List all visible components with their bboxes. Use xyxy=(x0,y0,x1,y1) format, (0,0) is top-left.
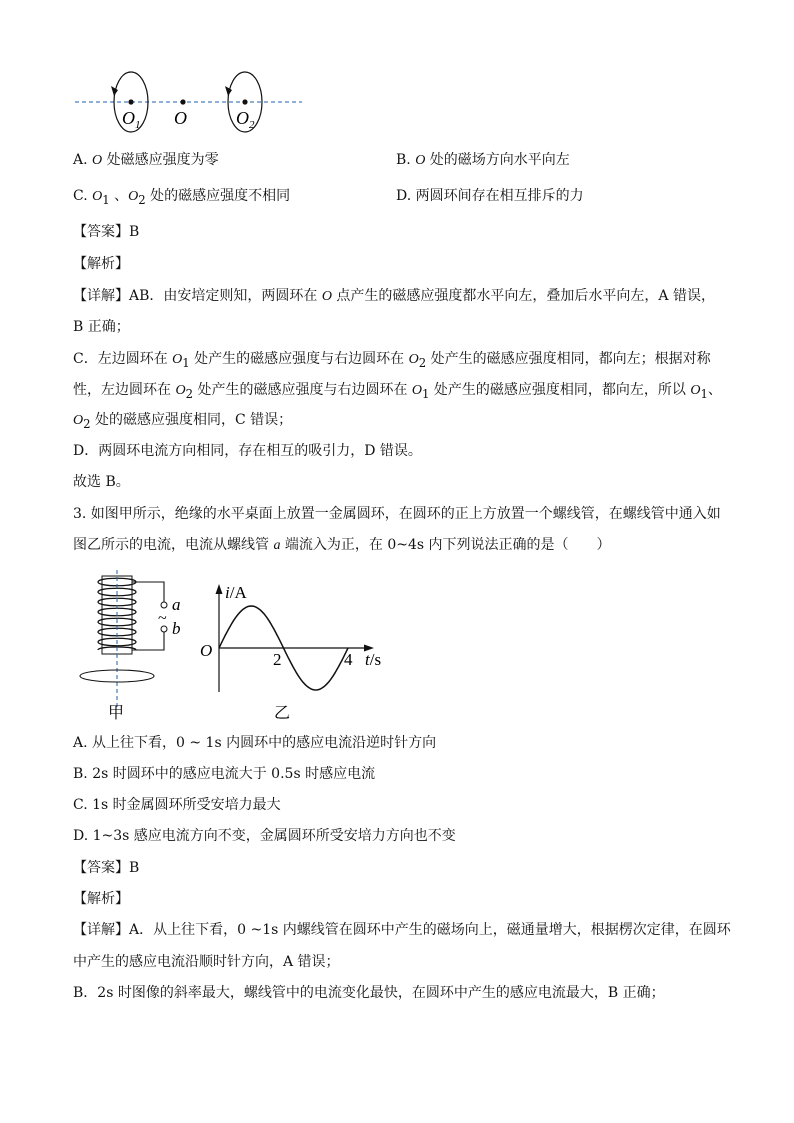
point-o xyxy=(180,99,185,104)
q2-analysis-heading: 【解析】 xyxy=(73,256,129,272)
terminal-a-label: a xyxy=(172,595,181,614)
lead-wire-bottom xyxy=(132,632,164,650)
q2-analysis-line-5: $O_2$ 处的磁感应强度相同，C 错误； xyxy=(73,412,293,431)
terminal-b-label: b xyxy=(172,619,181,638)
terminal-a xyxy=(161,602,167,608)
q2-option-b[interactable]: B. O 处的磁场方向水平向左 xyxy=(396,152,570,168)
figure-yi-caption: 乙 xyxy=(274,705,291,722)
x-tick-2: 2 xyxy=(273,650,282,669)
q3-option-b[interactable]: B. 2s 时圆环中的感应电流大于 0.5s 时感应电流 xyxy=(73,766,376,782)
q3-option-a[interactable]: A. 从上往下看，0 ~ 1s 内圆环中的感应电流沿逆时针方向 xyxy=(73,735,437,751)
q2-analysis-line-7: 故选 B。 xyxy=(73,474,130,490)
q2-analysis-line-1: 【详解】AB．由安培定则知，两圆环在 O 点产生的磁感应强度都水平向左，叠加后水平向左，A 错误， xyxy=(73,288,715,304)
y-axis-label: i/A xyxy=(225,583,247,602)
origin-label: O xyxy=(200,641,213,660)
two-rings-figure xyxy=(70,66,310,136)
y-axis-arrow xyxy=(216,584,223,594)
ac-source-symbol: ~ xyxy=(158,610,167,627)
label-o: O xyxy=(174,108,187,128)
figure-jia-caption: 甲 xyxy=(108,705,125,722)
q2-analysis-line-2: B 正确； xyxy=(73,319,130,335)
q2-analysis-line-4: 性，左边圆环在 $O_2$ 处产生的磁感应强度与右边圆环在 $O_1$ 处产生的磁感应强度相同，都向左，所以 $O_1$、 xyxy=(73,382,722,401)
label-o1: $O_1$ xyxy=(122,108,141,131)
q2-analysis-line-3: C．左边圆环在 $O_1$ 处产生的磁感应强度与右边圆环在 $O_2$ 处产生的磁感应强度相同，都向左；根据对称 xyxy=(73,351,711,370)
q2-option-d[interactable]: D. 两圆环间存在相互排斥的力 xyxy=(396,188,584,204)
q2-option-a[interactable]: A. O 处磁感应强度为零 xyxy=(73,152,219,168)
ring-right-arrow xyxy=(225,86,232,96)
q3-option-c[interactable]: C. 1s 时金属圆环所受安培力最大 xyxy=(73,797,281,813)
lead-wire-top xyxy=(132,582,164,602)
q3-stem-line-1: 3. 如图甲所示，绝缘的水平桌面上放置一金属圆环，在圆环的正上方放置一个螺线管，在螺线管中通入如 xyxy=(73,506,721,522)
point-o2 xyxy=(242,99,247,104)
x-tick-4: 4 xyxy=(344,650,353,669)
label-o2: $O_2$ xyxy=(236,108,255,131)
point-o1 xyxy=(128,99,133,104)
q2-option-c[interactable]: C. $O_1$ 、$O_2$ 处的磁感应强度不相同 xyxy=(73,188,291,207)
q3-analysis-line-2: 中产生的感应电流沿顺时针方向，A 错误； xyxy=(73,954,340,970)
x-axis-label: t/s xyxy=(365,650,382,669)
q3-stem-line-2: 图乙所示的电流，电流从螺线管 a 端流入为正，在 0~4s 内下列说法正确的是（ ） xyxy=(73,537,611,553)
q3-option-d[interactable]: D. 1~3s 感应电流方向不变，金属圆环所受安培力方向也不变 xyxy=(73,828,456,844)
q3-answer: 【答案】B xyxy=(73,860,140,876)
solenoid-figure xyxy=(72,568,192,726)
ring-left-arrow xyxy=(111,86,118,96)
q2-analysis-line-6: D．两圆环电流方向相同，存在相互的吸引力，D 错误。 xyxy=(73,443,422,459)
q3-analysis-heading: 【解析】 xyxy=(73,891,129,907)
q2-answer: 【答案】B xyxy=(73,224,140,240)
q3-analysis-line-3: B．2s 时图像的斜率最大，螺线管中的电流变化最快，在圆环中产生的感应电流最大，B 正确； xyxy=(73,985,665,1001)
current-time-graph xyxy=(196,576,396,726)
q3-analysis-line-1: 【详解】A．从上往下看，0 ~1s 内螺线管在圆环中产生的磁场向上，磁通量增大，根据楞次定律，在圆环 xyxy=(73,922,731,938)
